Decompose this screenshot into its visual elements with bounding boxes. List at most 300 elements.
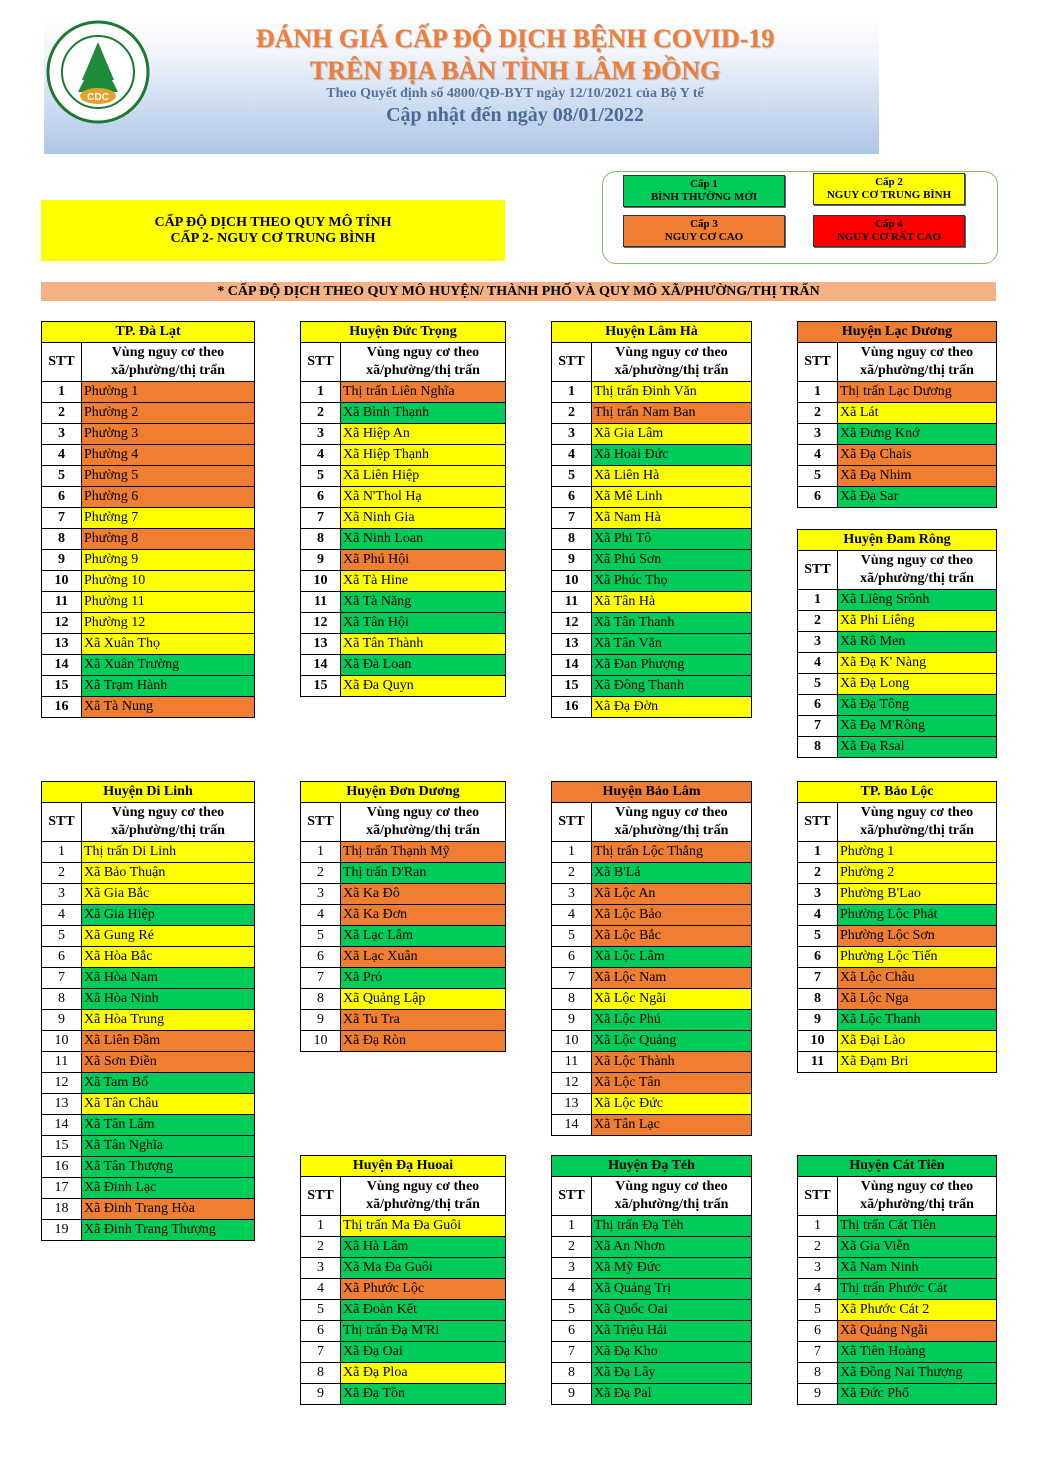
row-locality: Xã Quảng Trị	[592, 1279, 752, 1300]
row-locality: Xã Phúc Thọ	[592, 571, 752, 592]
table-row	[798, 989, 997, 1010]
row-stt: 11	[552, 1052, 592, 1073]
district-name: Huyện Đạ Huoai	[301, 1156, 506, 1177]
table-row	[798, 445, 997, 466]
row-locality: Xã Phước Lộc	[341, 1279, 506, 1300]
row-stt: 1	[798, 382, 838, 403]
row-stt: 9	[301, 1010, 341, 1031]
legend-level-3	[623, 215, 785, 247]
row-stt: 10	[798, 1031, 838, 1052]
row-stt: 8	[798, 989, 838, 1010]
table-row	[42, 1199, 255, 1220]
row-locality: Xã Lộc Đức	[592, 1094, 752, 1115]
row-locality: Xã Sơn Điền	[82, 1052, 255, 1073]
table-row	[42, 1073, 255, 1094]
table-row	[42, 445, 255, 466]
legend-box	[602, 171, 998, 264]
row-stt: 9	[798, 1384, 838, 1405]
table-row	[552, 863, 752, 884]
table-row	[552, 1094, 752, 1115]
zone-header-line1: Vùng nguy cơ theo	[860, 553, 974, 568]
row-locality: Xã Lộc Tân	[592, 1073, 752, 1094]
row-stt: 18	[42, 1199, 82, 1220]
row-stt: 6	[798, 1321, 838, 1342]
table-row	[552, 1279, 752, 1300]
row-stt: 9	[552, 1384, 592, 1405]
table-row	[301, 613, 506, 634]
row-locality: Xã Hòa Bắc	[82, 947, 255, 968]
province-level-value: CẤP 2- NGUY CƠ TRUNG BÌNH	[170, 230, 376, 246]
row-stt: 3	[301, 424, 341, 445]
row-locality: Xã Đà Loan	[341, 655, 506, 676]
table-row	[798, 926, 997, 947]
table-row	[42, 550, 255, 571]
table-row	[798, 487, 997, 508]
zone-header-line2: xã/phường/thị trấn	[614, 363, 729, 378]
row-locality: Xã Lộc Phú	[592, 1010, 752, 1031]
table-row	[42, 989, 255, 1010]
district-table-da-teh	[551, 1155, 752, 1405]
table-row	[301, 382, 506, 403]
row-locality: Xã Tu Tra	[341, 1010, 506, 1031]
row-locality: Phường 9	[82, 550, 255, 571]
row-locality: Xã Đan Phượng	[592, 655, 752, 676]
row-locality: Xã Ka Đơn	[341, 905, 506, 926]
table-row	[798, 1342, 997, 1363]
zone-header-line1: Vùng nguy cơ theo	[860, 1179, 974, 1194]
stt-header: STT	[301, 803, 341, 842]
table-row	[552, 1073, 752, 1094]
row-stt: 13	[301, 634, 341, 655]
table-row	[552, 592, 752, 613]
legend-level-1	[623, 175, 785, 207]
row-stt: 6	[552, 487, 592, 508]
row-stt: 8	[42, 989, 82, 1010]
table-row	[42, 947, 255, 968]
row-locality: Xã Đa Quyn	[341, 676, 506, 697]
row-locality: Xã Lộc Quảng	[592, 1031, 752, 1052]
table-row	[552, 487, 752, 508]
row-stt: 5	[552, 926, 592, 947]
table-row	[42, 529, 255, 550]
row-stt: 12	[552, 1073, 592, 1094]
table-row	[798, 1216, 997, 1237]
row-locality: Xã Gia Hiệp	[82, 905, 255, 926]
row-stt: 6	[552, 1321, 592, 1342]
row-locality: Xã Hiệp An	[341, 424, 506, 445]
table-row	[798, 695, 997, 716]
table-row	[42, 592, 255, 613]
row-locality: Xã Tân Thành	[341, 634, 506, 655]
row-stt: 8	[798, 737, 838, 758]
table-row	[301, 1010, 506, 1031]
row-locality: Xã Lộc Nga	[838, 989, 997, 1010]
table-row	[42, 508, 255, 529]
row-stt: 3	[42, 424, 82, 445]
zone-header-line1: Vùng nguy cơ theo	[615, 345, 728, 360]
district-name: Huyện Đơn Dương	[301, 782, 506, 803]
row-stt: 1	[301, 1216, 341, 1237]
zone-header	[341, 343, 506, 382]
row-locality: Xã Bình Thạnh	[341, 403, 506, 424]
table-row	[552, 445, 752, 466]
row-locality: Xã Lộc Bắc	[592, 926, 752, 947]
stt-header: STT	[301, 1177, 341, 1216]
district-table-da-huoai	[300, 1155, 506, 1405]
row-locality: Xã Hà Lâm	[341, 1237, 506, 1258]
zone-header	[82, 803, 255, 842]
table-row	[798, 884, 997, 905]
decision-reference: Theo Quyết định số 4800/QĐ-BYT ngày 12/10/2021 của Bộ Y tế	[326, 86, 704, 101]
table-row	[552, 1237, 752, 1258]
row-stt: 4	[42, 905, 82, 926]
row-locality: Xã Tà Hine	[341, 571, 506, 592]
row-locality: Xã Tân Hà	[592, 592, 752, 613]
row-stt: 10	[552, 571, 592, 592]
row-stt: 1	[42, 842, 82, 863]
zone-header	[838, 803, 997, 842]
row-locality: Xã Lộc Thành	[592, 1052, 752, 1073]
district-table-duc-trong	[300, 321, 506, 697]
row-stt: 5	[798, 926, 838, 947]
row-stt: 10	[42, 571, 82, 592]
legend-level-2	[813, 173, 965, 205]
row-stt: 3	[552, 884, 592, 905]
table-row	[798, 947, 997, 968]
table-row	[798, 632, 997, 653]
table-row	[301, 926, 506, 947]
row-stt: 4	[552, 1279, 592, 1300]
row-stt: 1	[552, 1216, 592, 1237]
table-row	[301, 445, 506, 466]
table-row	[798, 1384, 997, 1405]
row-stt: 9	[42, 1010, 82, 1031]
row-stt: 10	[552, 1031, 592, 1052]
table-row	[798, 466, 997, 487]
province-level-box	[41, 200, 505, 261]
zone-header	[82, 343, 255, 382]
row-stt: 14	[42, 1115, 82, 1136]
row-stt: 8	[798, 1363, 838, 1384]
row-locality: Xã Đạm Bri	[838, 1052, 997, 1073]
row-stt: 2	[798, 611, 838, 632]
zone-header-line2: xã/phường/thị trấn	[366, 363, 480, 378]
row-stt: 8	[301, 989, 341, 1010]
row-stt: 7	[301, 968, 341, 989]
row-stt: 2	[42, 863, 82, 884]
table-row	[798, 1279, 997, 1300]
table-row	[42, 1052, 255, 1073]
table-row	[301, 884, 506, 905]
row-stt: 7	[301, 508, 341, 529]
row-locality: Xã Đinh Trang Hòa	[82, 1199, 255, 1220]
table-row	[552, 1321, 752, 1342]
row-stt: 4	[798, 1279, 838, 1300]
table-row	[552, 382, 752, 403]
district-table-don-duong	[300, 781, 506, 1052]
table-row	[552, 697, 752, 718]
row-locality: Xã Phước Cát 2	[838, 1300, 997, 1321]
row-stt: 16	[42, 1157, 82, 1178]
row-stt: 3	[552, 424, 592, 445]
row-stt: 10	[301, 1031, 341, 1052]
table-row	[798, 674, 997, 695]
row-locality: Xã Đạ Tồn	[341, 1384, 506, 1405]
zone-header-line1: Vùng nguy cơ theo	[860, 805, 974, 820]
row-stt: 5	[798, 1300, 838, 1321]
row-locality: Xã Rô Men	[838, 632, 997, 653]
row-locality: Phường 4	[82, 445, 255, 466]
row-stt: 15	[42, 1136, 82, 1157]
table-row	[301, 1237, 506, 1258]
row-locality: Phường Lộc Phát	[838, 905, 997, 926]
row-stt: 9	[798, 1010, 838, 1031]
row-locality: Thị trấn Nam Ban	[592, 403, 752, 424]
table-row	[798, 424, 997, 445]
table-row	[42, 382, 255, 403]
row-stt: 5	[798, 674, 838, 695]
row-stt: 13	[552, 1094, 592, 1115]
district-table-lac-duong	[797, 321, 997, 508]
row-stt: 2	[301, 1237, 341, 1258]
row-stt: 2	[301, 403, 341, 424]
row-stt: 9	[552, 550, 592, 571]
table-row	[301, 905, 506, 926]
stt-header: STT	[301, 343, 341, 382]
row-stt: 7	[552, 508, 592, 529]
row-locality: Xã Lộc Thanh	[838, 1010, 997, 1031]
row-stt: 12	[42, 613, 82, 634]
row-stt: 2	[552, 403, 592, 424]
table-row	[552, 1258, 752, 1279]
row-locality: Xã Đạ Chais	[838, 445, 997, 466]
row-locality: Xã Gia Bắc	[82, 884, 255, 905]
row-locality: Thị trấn D'Ran	[341, 863, 506, 884]
legend-level-4	[813, 215, 965, 247]
row-locality: Xã Ninh Loan	[341, 529, 506, 550]
table-row	[301, 676, 506, 697]
row-stt: 3	[301, 1258, 341, 1279]
district-scope-title: * CẤP ĐỘ DỊCH THEO QUY MÔ HUYỆN/ THÀNH PHỐ VÀ QUY MÔ XÃ/PHƯỜNG/THỊ TRẤN	[41, 282, 996, 301]
row-locality: Xã Đạ Ròn	[341, 1031, 506, 1052]
zone-header	[341, 1177, 506, 1216]
table-row	[42, 1115, 255, 1136]
table-row	[552, 1115, 752, 1136]
row-stt: 6	[798, 695, 838, 716]
table-row	[552, 1052, 752, 1073]
table-row	[301, 1300, 506, 1321]
district-name: Huyện Lạc Dương	[798, 322, 997, 343]
row-stt: 2	[301, 863, 341, 884]
row-locality: Xã Lộc Nam	[592, 968, 752, 989]
table-row	[552, 403, 752, 424]
row-locality: Thị trấn Phước Cát	[838, 1279, 997, 1300]
row-locality: Xã Lộc Ngãi	[592, 989, 752, 1010]
row-stt: 2	[798, 863, 838, 884]
row-stt: 9	[552, 1010, 592, 1031]
zone-header	[838, 551, 997, 590]
stt-header: STT	[798, 1177, 838, 1216]
row-locality: Xã Phú Hội	[341, 550, 506, 571]
zone-header	[838, 1177, 997, 1216]
province-level-title: CẤP ĐỘ DỊCH THEO QUY MÔ TỈNH	[154, 214, 392, 230]
row-locality: Xã Liên Đầm	[82, 1031, 255, 1052]
row-stt: 5	[798, 466, 838, 487]
row-stt: 8	[301, 1363, 341, 1384]
table-row	[42, 487, 255, 508]
row-stt: 5	[42, 466, 82, 487]
row-locality: Xã Đạ Lây	[592, 1363, 752, 1384]
row-locality: Thị trấn Đạ M'Ri	[341, 1321, 506, 1342]
row-locality: Thị trấn Thạnh Mỹ	[341, 842, 506, 863]
table-row	[798, 863, 997, 884]
table-row	[798, 842, 997, 863]
row-stt: 1	[798, 1216, 838, 1237]
table-row	[552, 424, 752, 445]
row-locality: Xã Đạ Pal	[592, 1384, 752, 1405]
row-locality: Xã Xuân Thọ	[82, 634, 255, 655]
table-row	[301, 1216, 506, 1237]
zone-header-line2: xã/phường/thị trấn	[860, 1197, 974, 1212]
zone-header-line2: xã/phường/thị trấn	[614, 823, 729, 838]
row-stt: 8	[42, 529, 82, 550]
row-locality: Xã Tân Châu	[82, 1094, 255, 1115]
table-row	[42, 676, 255, 697]
row-stt: 4	[301, 1279, 341, 1300]
row-stt: 15	[301, 676, 341, 697]
table-row	[552, 676, 752, 697]
row-locality: Xã Lộc Bảo	[592, 905, 752, 926]
page-title: ĐÁNH GIÁ CẤP ĐỘ DỊCH BỆNH COVID-19	[255, 24, 775, 53]
stt-header: STT	[552, 343, 592, 382]
table-row	[798, 737, 997, 758]
row-stt: 1	[798, 842, 838, 863]
row-locality: Xã Lộc Châu	[838, 968, 997, 989]
table-row	[301, 863, 506, 884]
zone-header-line1: Vùng nguy cơ theo	[615, 805, 728, 820]
table-row	[42, 655, 255, 676]
row-stt: 6	[42, 947, 82, 968]
table-row	[301, 466, 506, 487]
table-row	[42, 403, 255, 424]
legend-level-3-label: NGUY CƠ CAO	[664, 231, 744, 243]
zone-header-line1: Vùng nguy cơ theo	[111, 345, 225, 360]
table-row	[301, 989, 506, 1010]
row-locality: Xã Đạ Nhim	[838, 466, 997, 487]
row-locality: Xã Mê Linh	[592, 487, 752, 508]
row-locality: Xã Tam Bố	[82, 1073, 255, 1094]
row-locality: Thị trấn Ma Đa Guôi	[341, 1216, 506, 1237]
row-locality: Xã Đinh Lạc	[82, 1178, 255, 1199]
table-row	[798, 382, 997, 403]
row-locality: Xã Quốc Oai	[592, 1300, 752, 1321]
zone-header	[838, 343, 997, 382]
row-stt: 6	[552, 947, 592, 968]
row-locality: Xã Đoàn Kết	[341, 1300, 506, 1321]
district-name: Huyện Cát Tiên	[798, 1156, 997, 1177]
table-row	[301, 1258, 506, 1279]
row-stt: 5	[301, 1300, 341, 1321]
zone-header	[592, 803, 752, 842]
legend-level-3-title: Cấp 3	[690, 218, 718, 230]
legend-level-2-title: Cấp 2	[875, 176, 903, 188]
district-name: Huyện Di Linh	[42, 782, 255, 803]
row-locality: Xã Bảo Thuận	[82, 863, 255, 884]
row-locality: Thị trấn Đinh Văn	[592, 382, 752, 403]
row-locality: Xã Quảng Ngãi	[838, 1321, 997, 1342]
row-stt: 14	[552, 655, 592, 676]
zone-header-line1: Vùng nguy cơ theo	[366, 345, 480, 360]
table-row	[552, 550, 752, 571]
zone-header-line2: xã/phường/thị trấn	[860, 571, 974, 586]
row-stt: 11	[42, 592, 82, 613]
row-locality: Phường 2	[82, 403, 255, 424]
table-row	[42, 1094, 255, 1115]
table-row	[552, 884, 752, 905]
row-locality: Phường Lộc Sơn	[838, 926, 997, 947]
table-row	[798, 1300, 997, 1321]
row-stt: 8	[552, 1363, 592, 1384]
table-row	[552, 466, 752, 487]
row-locality: Xã Xuân Trường	[82, 655, 255, 676]
stt-header: STT	[798, 803, 838, 842]
row-locality: Xã Hoài Đức	[592, 445, 752, 466]
row-locality: Xã Đạ Kho	[592, 1342, 752, 1363]
row-stt: 4	[798, 905, 838, 926]
row-locality: Xã Tân Nghĩa	[82, 1136, 255, 1157]
row-locality: Xã Đông Thanh	[592, 676, 752, 697]
legend-level-1-title: Cấp 1	[690, 178, 718, 190]
table-row	[42, 697, 255, 718]
row-stt: 5	[301, 466, 341, 487]
row-locality: Phường 8	[82, 529, 255, 550]
table-row	[42, 1157, 255, 1178]
row-locality: Phường 11	[82, 592, 255, 613]
row-stt: 10	[42, 1031, 82, 1052]
row-locality: Xã B'Lá	[592, 863, 752, 884]
row-locality: Xã Đưng Knớ	[838, 424, 997, 445]
zone-header-line2: xã/phường/thị trấn	[366, 823, 480, 838]
row-locality: Xã Phi Liêng	[838, 611, 997, 632]
table-row	[301, 403, 506, 424]
table-row	[42, 842, 255, 863]
stt-header: STT	[552, 1177, 592, 1216]
row-locality: Xã Đạ Rsal	[838, 737, 997, 758]
row-stt: 4	[798, 445, 838, 466]
zone-header-line1: Vùng nguy cơ theo	[860, 345, 974, 360]
table-row	[552, 655, 752, 676]
row-stt: 2	[552, 863, 592, 884]
zone-header-line1: Vùng nguy cơ theo	[111, 805, 225, 820]
row-stt: 2	[552, 1237, 592, 1258]
district-table-bao-lam	[551, 781, 752, 1136]
row-locality: Xã Ka Đô	[341, 884, 506, 905]
row-locality: Xã Phú Sơn	[592, 550, 752, 571]
table-row	[552, 529, 752, 550]
row-locality: Xã Tà Năng	[341, 592, 506, 613]
row-stt: 7	[42, 508, 82, 529]
table-row	[301, 550, 506, 571]
row-stt: 9	[301, 1384, 341, 1405]
row-stt: 9	[42, 550, 82, 571]
table-row	[42, 571, 255, 592]
table-row	[42, 884, 255, 905]
table-row	[301, 1342, 506, 1363]
row-stt: 3	[798, 1258, 838, 1279]
legend-level-2-label: NGUY CƠ TRUNG BÌNH	[826, 189, 952, 201]
row-stt: 3	[42, 884, 82, 905]
stt-header: STT	[552, 803, 592, 842]
